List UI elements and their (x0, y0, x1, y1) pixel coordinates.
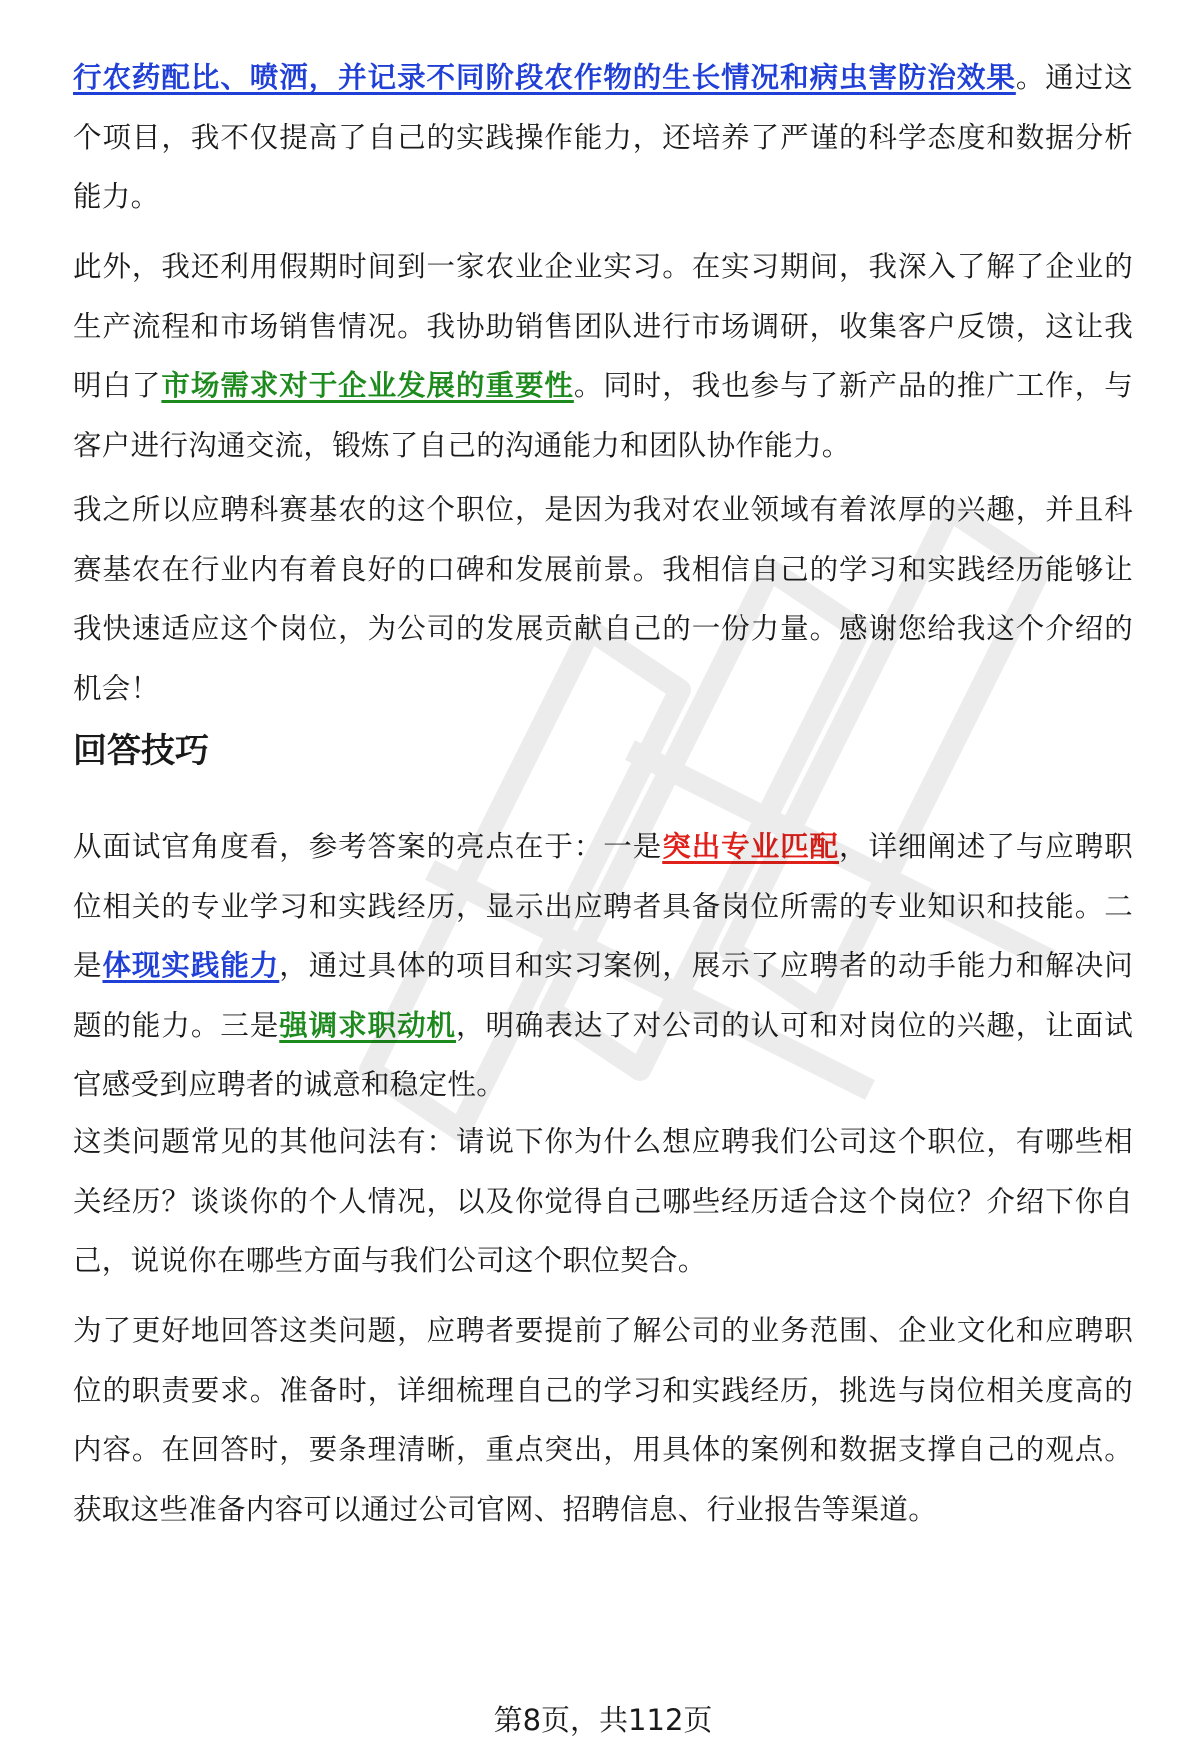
paragraph-internship-after: 。同时，我也参与了新产品的推广工作，与客户进行沟通交流，锻炼了自己的沟通能力和团队协作能力。 (73, 369, 1134, 462)
paragraph-project-text: 。通过这个项目，我不仅提高了自己的实践操作能力，还培养了严谨的科学态度和数据分析能力。 (73, 61, 1134, 213)
highlight-market-demand: 市场需求对于企业发展的重要性 (161, 369, 574, 402)
highlight-job-motivation: 强调求职动机 (279, 1008, 457, 1042)
paragraph-project (73, 48, 1133, 227)
highlight-professional-match: 突出专业匹配 (662, 830, 840, 863)
section-heading: 回答技巧 (73, 731, 209, 771)
paragraph-tips-highlights (73, 817, 1133, 1115)
tips-text-2: ，详细阐述了与应聘职位相关的专业学习和实践经历，显示出应聘者具备岗位所需的专业知识和技能。二是 (73, 830, 1133, 982)
document-page (73, 0, 1133, 1755)
paragraph-internship-before: 此外，我还利用假期时间到一家农业企业实习。在实习期间，我深入了解了企业的生产流程和市场销售情况。我协助销售团队进行市场调研，收集客户反馈，这让我明白了 (73, 250, 1133, 402)
paragraph-preparation: 为了更好地回答这类问题，应聘者要提前了解公司的业务范围、企业文化和应聘职位的职责要求。准备时，详细梳理自己的学习和实践经历，挑选与岗位相关度高的内容。在回答时，要条理清晰，重点突出，用具体的案例和数据支撑自己的观点。获取这些准备内容可以通过公司官网、招聘信息、行业报告等渠道。 (73, 1314, 1133, 1526)
paragraph-motivation: 我之所以应聘科赛基农的这个职位，是因为我对农业领域有着浓厚的兴趣，并且科赛基农在行业内有着良好的口碑和发展前景。我相信自己的学习和实践经历能够让我快速适应这个岗位，为公司的发展贡献自己的一份力量。感谢您给我这个介绍的机会！ (73, 493, 1133, 705)
highlight-practical-ability: 体现实践能力 (102, 949, 280, 982)
page-number-footer: 第8页，共112页 (493, 1703, 713, 1737)
tips-text-4: ，明确表达了对公司的认可和对岗位的兴趣，让面试官感受到应聘者的诚意和稳定性。 (73, 1008, 1133, 1101)
tips-text-3: ，通过具体的项目和实习案例，展示了应聘者的动手能力和解决问题的能力。三是 (73, 949, 1133, 1042)
paragraph-internship (73, 237, 1133, 475)
paragraph-other-questions: 这类问题常见的其他问法有：请说下你为什么想应聘我们公司这个职位，有哪些相关经历？谈谈你的个人情况，以及你觉得自己哪些经历适合这个岗位？介绍下你自己，说说你在哪些方面与我们公司这个职位契合。 (73, 1125, 1133, 1277)
highlight-pesticide-record: 行农药配比、喷洒，并记录不同阶段农作物的生长情况和病虫害防治效果 (73, 61, 1016, 94)
tips-text-1: 从面试官角度看，参考答案的亮点在于：一是 (73, 830, 663, 863)
